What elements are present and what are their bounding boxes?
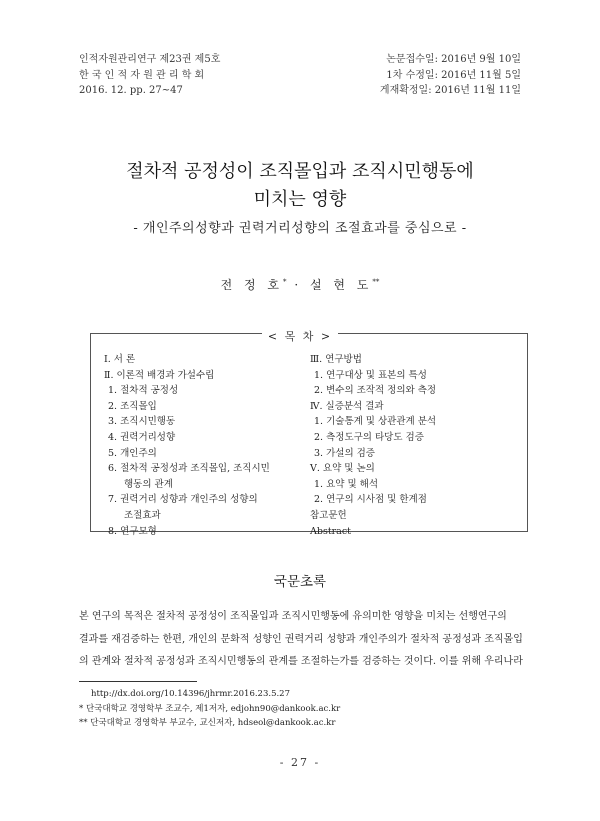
footnote-rule	[79, 681, 197, 682]
abstract-line: 의 관계와 절차적 공정성과 조직시민행동의 관계를 조절하는가를 검증하는 것이다. 이를 위해 우리나라	[79, 656, 523, 667]
footnote-author-2: ** 단국대학교 경영학부 부교수, 교신저자, hdseol@dankook.ac.kr	[79, 718, 336, 728]
toc-item: Abstract	[310, 525, 351, 537]
toc-item: 2. 연구의 시사점 및 한계점	[314, 494, 427, 506]
toc-item: Ⅱ. 이론적 배경과 가설수립	[104, 369, 215, 381]
society-name: 한 국 인 적 자 원 관 리 학 회	[79, 69, 205, 81]
author-line	[0, 276, 600, 293]
toc-item: 6. 절차적 공정성과 조직몰입, 조직시민	[108, 463, 270, 475]
toc-item: 행동의 관계	[124, 478, 173, 490]
journal-header	[79, 52, 220, 99]
toc-item: Ⅰ. 서 론	[104, 354, 136, 365]
author-1-mark: *	[283, 278, 287, 286]
footnotes	[79, 687, 340, 731]
toc-item: 1. 요약 및 해석	[314, 478, 379, 490]
dates-header	[380, 52, 521, 99]
toc-item: 8. 연구모형	[108, 525, 157, 537]
toc-item: Ⅲ. 연구방법	[310, 354, 362, 365]
title-line-1: 절차적 공정성이 조직몰입과 조직시민행동에	[126, 161, 474, 182]
received-date: 논문접수일: 2016년 9월 10일	[386, 54, 521, 65]
accepted-date: 게재확정일: 2016년 11월 11일	[379, 85, 521, 96]
toc-item: 2. 변수의 조작적 정의와 측정	[314, 385, 437, 397]
toc-item: 4. 권력거리성향	[108, 431, 176, 443]
journal-name: 인적자원관리연구 제23권 제5호	[79, 54, 221, 65]
author-separator: ·	[286, 278, 310, 292]
toc-heading: < 목 차 >	[262, 330, 338, 343]
author-2-mark: **	[372, 278, 380, 286]
page-number: - 27 -	[279, 756, 321, 769]
author-1: 전 정 호	[220, 278, 284, 292]
toc-item: 7. 권력거리 성향과 개인주의 성향의	[108, 494, 258, 506]
issue-info: 2016. 12. pp. 27~47	[79, 85, 183, 96]
toc-item: 3. 조직시민행동	[108, 416, 176, 428]
toc-item: 2. 조직몰입	[108, 400, 157, 412]
toc-left-column	[104, 352, 270, 539]
toc-item: 1. 기술통계 및 상관관계 분석	[314, 416, 437, 428]
toc-item: Ⅴ. 요약 및 논의	[310, 463, 375, 475]
toc-item: 1. 절차적 공정성	[108, 385, 179, 397]
paper-title	[0, 158, 600, 214]
footnote-author-1: * 단국대학교 경영학부 조교수, 제1저자, edjohn90@dankook.ac.kr	[79, 703, 341, 714]
toc-item: 3. 가설의 검증	[314, 447, 375, 459]
toc-item: 참고문헌	[310, 509, 347, 521]
abstract-title: 국문초록	[273, 574, 327, 590]
toc-item: 5. 개인주의	[108, 447, 157, 459]
toc-item: Ⅳ. 실증분석 결과	[310, 400, 384, 412]
abstract-line: 결과를 재검증하는 한편, 개인의 문화적 성향인 권력거리 성향과 개인주의가 절차적 공정성과 조직몰입	[79, 633, 523, 645]
author-2: 설 현 도	[309, 278, 373, 292]
paper-subtitle: - 개인주의성향과 권력거리성향의 조절효과를 중심으로 -	[133, 221, 467, 236]
toc-item: 1. 연구대상 및 표본의 특성	[314, 369, 427, 381]
abstract-line: 본 연구의 목적은 절차적 공정성이 조직몰입과 조직시민행동에 유의미한 영향을 미치는 선행연구의	[79, 611, 507, 622]
revised-date: 1차 수정일: 2016년 11월 5일	[386, 69, 521, 81]
toc-item: 조절효과	[124, 509, 161, 521]
toc-heading-wrap	[0, 325, 600, 344]
doi-link[interactable]: http://dx.doi.org/10.14396/jhrmr.2016.23.5.27	[91, 689, 291, 699]
abstract-body	[79, 606, 521, 674]
toc-item: 2. 측정도구의 타당도 검증	[314, 431, 424, 443]
toc-right-column	[310, 352, 436, 539]
title-line-2: 미치는 영향	[253, 189, 347, 210]
